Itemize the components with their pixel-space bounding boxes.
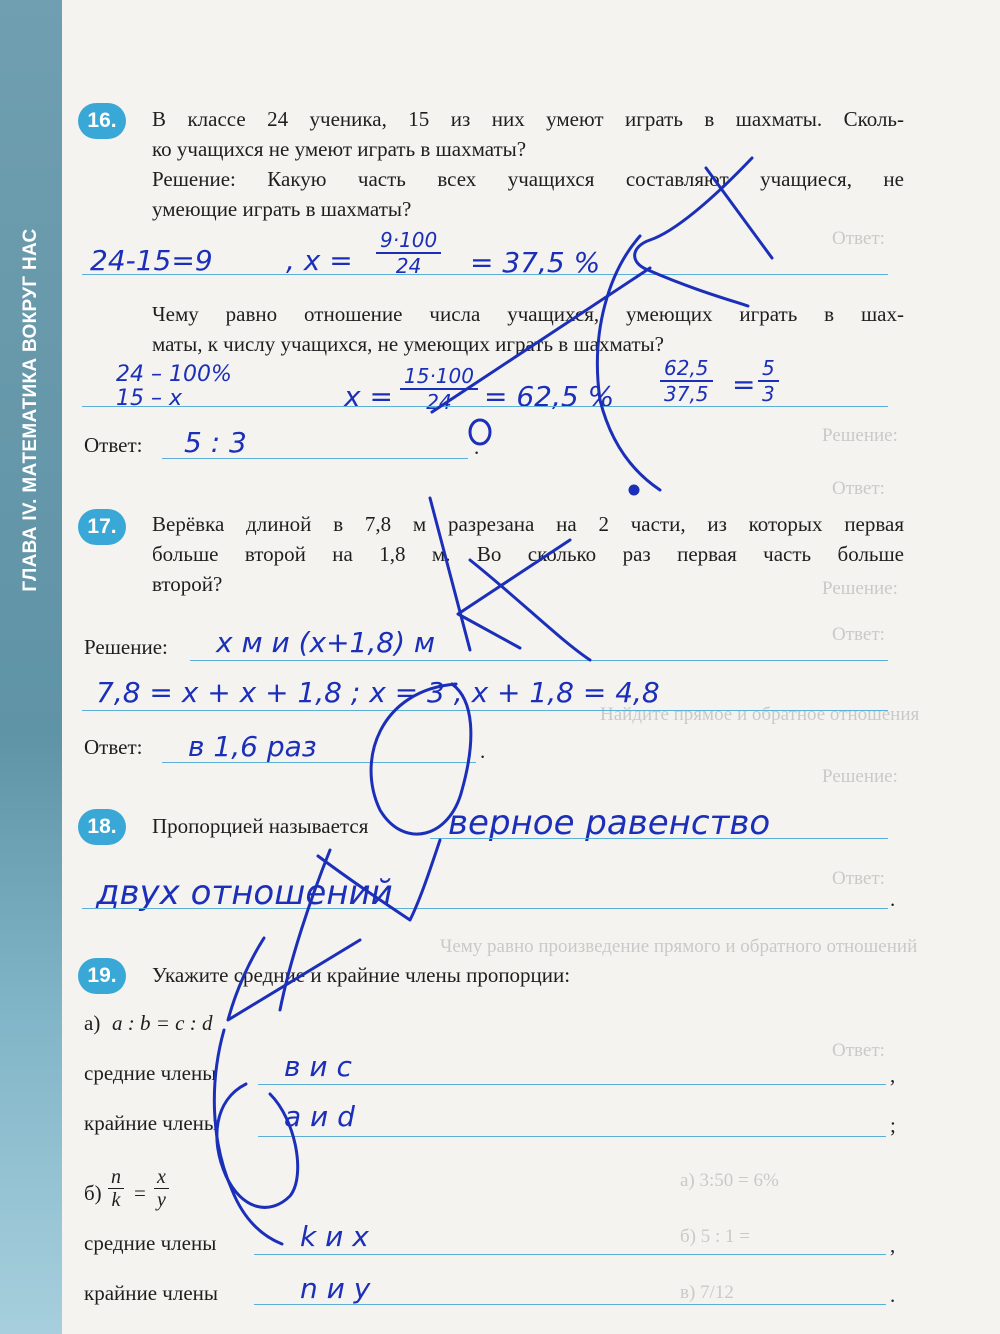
task-16-hw-subtraction: 24-15=9	[90, 244, 213, 277]
task-18-hw-line-2: двух отношений	[96, 873, 393, 913]
task-19-a-middle-hw: в и с	[284, 1050, 352, 1083]
ghost-line: а) 3:50 = 6%	[680, 1170, 779, 1191]
task-17-answer-label: Ответ:	[84, 735, 143, 759]
scribble-stroke	[597, 236, 660, 490]
task-17-badge: 17.	[78, 509, 126, 545]
task-17-text-line: Верёвка длиной в 7,8 м разрезана на 2 части, из которых первая	[152, 512, 904, 536]
chapter-title: ГЛАВА IV. МАТЕМАТИКА ВОКРУГ НАС	[20, 228, 41, 592]
extreme-terms-label: крайние члены	[84, 1111, 219, 1135]
ghost-line: Ответ:	[832, 478, 885, 499]
fraction-denominator: y	[157, 1189, 166, 1211]
task-17-hw-line-2: 7,8 = x + x + 1,8 ; x = 3 , x + 1,8 = 4,8	[96, 676, 660, 709]
scribble-stroke	[470, 420, 490, 444]
ghost-line: б) 5 : 1 =	[680, 1226, 750, 1247]
fraction-denominator: 24	[426, 390, 452, 414]
fraction-numerator: 62,5	[660, 356, 713, 382]
task-16-text-line: умеющие играть в шахматы?	[152, 197, 412, 221]
scribble-stroke	[432, 268, 650, 412]
task-19-period: .	[890, 1283, 896, 1307]
task-18-hw-line-1: верное равенство	[448, 803, 771, 843]
middle-terms-label: средние члены	[84, 1231, 217, 1255]
fraction-denominator: 3	[762, 382, 775, 406]
task-19-part-b-label: б)	[84, 1181, 102, 1205]
task-19-equals: =	[134, 1181, 146, 1205]
scribble-stroke	[371, 684, 471, 834]
fraction-numerator: n	[108, 1166, 124, 1189]
task-19-part-a-expression: a : b = c : d	[112, 1011, 213, 1035]
ghost-line: Решение:	[822, 425, 898, 446]
scribble-stroke	[430, 498, 470, 650]
task-16-question-line: Чему равно отношение числа учащихся, умеющих играть в шах-	[152, 302, 904, 326]
ghost-line: Ответ:	[832, 228, 885, 249]
task-19-text: Укажите средние и крайние члены пропорции:	[152, 963, 571, 987]
fraction-numerator: 15·100	[400, 364, 478, 390]
task-19-comma: ,	[890, 1233, 896, 1257]
task-19-part-a-label: а)	[84, 1011, 101, 1035]
task-19-badge: 19.	[78, 958, 126, 994]
middle-terms-label: средние члены	[84, 1061, 217, 1085]
task-16-answer-label: Ответ:	[84, 433, 143, 457]
task-17-text-line: второй?	[152, 572, 223, 596]
scribble-stroke	[706, 168, 772, 258]
scribble-stroke	[280, 850, 330, 1010]
scribble-stroke	[470, 560, 590, 660]
task-16-hw-result-2: = 62,5 %	[484, 380, 615, 413]
task-16-question-line: маты, к числу учащихся, не умеющих играть в шахматы?	[152, 332, 664, 356]
task-16-text-line: Решение: Какую часть всех учащихся составляют учащиеся, не	[152, 167, 904, 191]
task-16-hw-note-bottom: 15 – x	[116, 386, 182, 411]
task-16-badge: 16.	[78, 103, 126, 139]
fraction-denominator: 37,5	[664, 382, 709, 406]
ghost-line: Ответ:	[832, 1040, 885, 1061]
scribble-stroke	[318, 840, 440, 920]
fraction-numerator: 5	[758, 356, 779, 382]
task-19-a-extreme-hw: a и d	[284, 1100, 355, 1133]
task-19-semicolon: ;	[890, 1113, 896, 1137]
extreme-terms-label: крайние члены	[84, 1281, 219, 1305]
task-16-text-line: ко учащихся не умеют играть в шахматы?	[152, 137, 527, 161]
task-16-hw-x-equals-2: x =	[344, 380, 393, 413]
task-19-b-extreme-hw: n и y	[300, 1272, 371, 1305]
ghost-line: Чему равно произведение прямого и обратного отношений	[440, 936, 918, 957]
task-16-hw-x-equals: , x =	[286, 244, 353, 277]
ghost-line: Ответ:	[832, 868, 885, 889]
ghost-line: Решение:	[822, 766, 898, 787]
task-16-text-line: В классе 24 ученика, 15 из них умеют играть в шахматы. Сколь-	[152, 107, 904, 131]
ghost-line: Ответ:	[832, 624, 885, 645]
ghost-line: в) 7/12	[680, 1282, 734, 1303]
fraction-denominator: k	[111, 1189, 121, 1211]
task-18-period: .	[890, 887, 896, 911]
task-16-period: .	[474, 435, 480, 459]
task-17-period: .	[480, 739, 486, 763]
task-16-hw-note-top: 24 – 100%	[116, 362, 232, 387]
task-17-text-line: больше второй на 1,8 м. Во сколько раз первая часть больше	[152, 542, 904, 566]
scribble-stroke	[214, 1030, 282, 1244]
task-17-hw-line-1: x м и (x+1,8) м	[216, 626, 436, 659]
fraction-denominator: 24	[395, 254, 422, 278]
fraction-numerator: x	[154, 1166, 169, 1189]
task-18-text: Пропорцией называется	[152, 814, 369, 838]
task-19-b-middle-hw: k и x	[300, 1220, 369, 1253]
task-17-solution-label: Решение:	[84, 635, 168, 659]
task-16-answer-hw: 5 : 3	[184, 426, 247, 459]
ghost-line: Найдите прямое и обратное отношения	[600, 704, 920, 725]
scribble-stroke	[630, 486, 638, 494]
fraction-numerator: 9·100	[376, 228, 441, 254]
scribble-stroke	[217, 1084, 298, 1207]
task-16-hw-result-1: = 37,5 %	[470, 246, 601, 279]
ghost-line: Решение:	[822, 578, 898, 599]
task-19-comma: ,	[890, 1063, 896, 1087]
scribble-stroke	[635, 158, 752, 306]
task-17-answer-hw: в 1,6 раз	[188, 730, 317, 763]
task-18-badge: 18.	[78, 809, 126, 845]
task-16-hw-equals: =	[732, 368, 756, 401]
